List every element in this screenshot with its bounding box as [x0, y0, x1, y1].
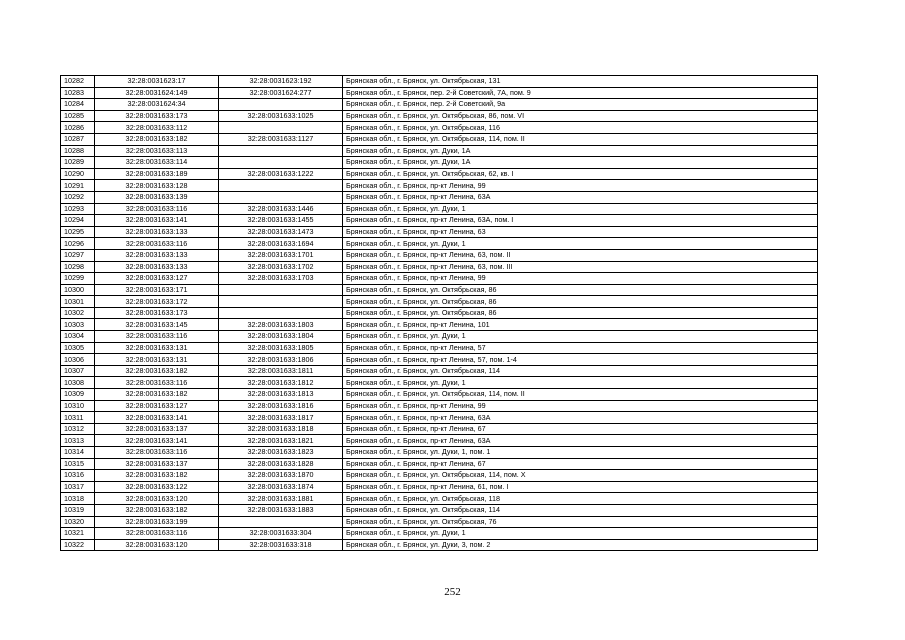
table-row [61, 284, 818, 296]
address-cell: Брянская обл., г. Брянск, пр-кт Ленина, 67 [343, 458, 818, 470]
parent-cadastral-number-cell: 32:28:0031633:145 [95, 319, 219, 331]
address-cell: Брянская обл., г. Брянск, ул. Октябрьская, 116 [343, 122, 818, 134]
object-cadastral-number-cell: 32:28:0031633:1025 [219, 110, 343, 122]
parent-cadastral-number-cell: 32:28:0031633:114 [95, 157, 219, 169]
table-row [61, 273, 818, 285]
record-number-cell: 10288 [61, 145, 95, 157]
table-row [61, 481, 818, 493]
object-cadastral-number-cell: 32:28:0031633:1883 [219, 504, 343, 516]
object-cadastral-number-cell: 32:28:0031633:1816 [219, 400, 343, 412]
table-row [61, 389, 818, 401]
page-number: 252 [444, 586, 461, 598]
parent-cadastral-number-cell: 32:28:0031633:182 [95, 365, 219, 377]
table-row [61, 180, 818, 192]
parent-cadastral-number-cell: 32:28:0031633:127 [95, 273, 219, 285]
table-row [61, 191, 818, 203]
address-cell: Брянская обл., г. Брянск, ул. Дуки, 1 [343, 528, 818, 540]
parent-cadastral-number-cell: 32:28:0031633:116 [95, 238, 219, 250]
object-cadastral-number-cell: 32:28:0031624:277 [219, 87, 343, 99]
table-row [61, 470, 818, 482]
parent-cadastral-number-cell: 32:28:0031633:173 [95, 110, 219, 122]
parent-cadastral-number-cell: 32:28:0031633:141 [95, 412, 219, 424]
address-cell: Брянская обл., г. Брянск, пр-кт Ленина, 63А [343, 412, 818, 424]
parent-cadastral-number-cell: 32:28:0031633:131 [95, 342, 219, 354]
object-cadastral-number-cell: 32:28:0031633:1818 [219, 423, 343, 435]
address-cell: Брянская обл., г. Брянск, ул. Дуки, 1 [343, 331, 818, 343]
table-row [61, 377, 818, 389]
parent-cadastral-number-cell: 32:28:0031633:182 [95, 133, 219, 145]
object-cadastral-number-cell [219, 122, 343, 134]
address-cell: Брянская обл., г. Брянск, пр-кт Ленина, 99 [343, 400, 818, 412]
object-cadastral-number-cell: 32:28:0031633:1473 [219, 226, 343, 238]
record-number-cell: 10286 [61, 122, 95, 134]
parent-cadastral-number-cell: 32:28:0031633:127 [95, 400, 219, 412]
object-cadastral-number-cell [219, 157, 343, 169]
object-cadastral-number-cell [219, 307, 343, 319]
object-cadastral-number-cell [219, 296, 343, 308]
object-cadastral-number-cell: 32:28:0031633:1694 [219, 238, 343, 250]
record-number-cell: 10306 [61, 354, 95, 366]
object-cadastral-number-cell: 32:28:0031633:1805 [219, 342, 343, 354]
record-number-cell: 10300 [61, 284, 95, 296]
object-cadastral-number-cell [219, 191, 343, 203]
object-cadastral-number-cell: 32:28:0031633:1828 [219, 458, 343, 470]
record-number-cell: 10309 [61, 389, 95, 401]
object-cadastral-number-cell: 32:28:0031633:1813 [219, 389, 343, 401]
parent-cadastral-number-cell: 32:28:0031633:173 [95, 307, 219, 319]
address-cell: Брянская обл., г. Брянск, ул. Дуки, 3, пом. 2 [343, 539, 818, 551]
table-row [61, 168, 818, 180]
record-number-cell: 10320 [61, 516, 95, 528]
table-row [61, 249, 818, 261]
object-cadastral-number-cell: 32:28:0031633:1455 [219, 215, 343, 227]
address-cell: Брянская обл., г. Брянск, ул. Октябрьская, 114 [343, 504, 818, 516]
address-cell: Брянская обл., г. Брянск, пр-кт Ленина, 63 [343, 226, 818, 238]
parent-cadastral-number-cell: 32:28:0031633:131 [95, 354, 219, 366]
record-number-cell: 10297 [61, 249, 95, 261]
parent-cadastral-number-cell: 32:28:0031633:120 [95, 493, 219, 505]
address-cell: Брянская обл., г. Брянск, ул. Дуки, 1, пом. 1 [343, 447, 818, 459]
address-cell: Брянская обл., г. Брянск, пр-кт Ленина, 57 [343, 342, 818, 354]
table-row [61, 528, 818, 540]
parent-cadastral-number-cell: 32:28:0031633:172 [95, 296, 219, 308]
table-row [61, 435, 818, 447]
parent-cadastral-number-cell: 32:28:0031633:133 [95, 249, 219, 261]
object-cadastral-number-cell [219, 145, 343, 157]
object-cadastral-number-cell: 32:28:0031633:1702 [219, 261, 343, 273]
record-number-cell: 10290 [61, 168, 95, 180]
table-row [61, 110, 818, 122]
registry-table-body [61, 76, 818, 551]
parent-cadastral-number-cell: 32:28:0031633:182 [95, 389, 219, 401]
table-row [61, 493, 818, 505]
record-number-cell: 10317 [61, 481, 95, 493]
table-row [61, 76, 818, 88]
table-row [61, 539, 818, 551]
record-number-cell: 10283 [61, 87, 95, 99]
table-row [61, 296, 818, 308]
record-number-cell: 10315 [61, 458, 95, 470]
object-cadastral-number-cell: 32:28:0031633:1817 [219, 412, 343, 424]
address-cell: Брянская обл., г. Брянск, пр-кт Ленина, 57, пом. 1-4 [343, 354, 818, 366]
record-number-cell: 10303 [61, 319, 95, 331]
record-number-cell: 10322 [61, 539, 95, 551]
address-cell: Брянская обл., г. Брянск, ул. Октябрьская, 86 [343, 296, 818, 308]
record-number-cell: 10292 [61, 191, 95, 203]
record-number-cell: 10313 [61, 435, 95, 447]
table-row [61, 238, 818, 250]
record-number-cell: 10299 [61, 273, 95, 285]
table-row [61, 516, 818, 528]
address-cell: Брянская обл., г. Брянск, ул. Октябрьская, 114, пом. Х [343, 470, 818, 482]
parent-cadastral-number-cell: 32:28:0031633:113 [95, 145, 219, 157]
table-row [61, 504, 818, 516]
address-cell: Брянская обл., г. Брянск, ул. Октябрьская, 131 [343, 76, 818, 88]
parent-cadastral-number-cell: 32:28:0031633:141 [95, 215, 219, 227]
object-cadastral-number-cell: 32:28:0031633:1127 [219, 133, 343, 145]
record-number-cell: 10302 [61, 307, 95, 319]
parent-cadastral-number-cell: 32:28:0031624:34 [95, 99, 219, 111]
address-cell: Брянская обл., г. Брянск, пр-кт Ленина, 99 [343, 180, 818, 192]
address-cell: Брянская обл., г. Брянск, ул. Октябрьская, 86 [343, 284, 818, 296]
table-row [61, 400, 818, 412]
parent-cadastral-number-cell: 32:28:0031633:116 [95, 447, 219, 459]
table-row [61, 331, 818, 343]
object-cadastral-number-cell: 32:28:0031633:1881 [219, 493, 343, 505]
table-row [61, 307, 818, 319]
object-cadastral-number-cell [219, 99, 343, 111]
parent-cadastral-number-cell: 32:28:0031633:112 [95, 122, 219, 134]
object-cadastral-number-cell: 32:28:0031633:1804 [219, 331, 343, 343]
record-number-cell: 10321 [61, 528, 95, 540]
record-number-cell: 10314 [61, 447, 95, 459]
record-number-cell: 10316 [61, 470, 95, 482]
object-cadastral-number-cell: 32:28:0031633:1823 [219, 447, 343, 459]
address-cell: Брянская обл., г. Брянск, ул. Октябрьская, 114, пом. II [343, 389, 818, 401]
table-row [61, 342, 818, 354]
object-cadastral-number-cell: 32:28:0031633:1701 [219, 249, 343, 261]
record-number-cell: 10310 [61, 400, 95, 412]
address-cell: Брянская обл., г. Брянск, пр-кт Ленина, 63, пом. II [343, 249, 818, 261]
record-number-cell: 10284 [61, 99, 95, 111]
address-cell: Брянская обл., г. Брянск, пр-кт Ленина, 67 [343, 423, 818, 435]
parent-cadastral-number-cell: 32:28:0031633:116 [95, 528, 219, 540]
address-cell: Брянская обл., г. Брянск, пр-кт Ленина, 61, пом. I [343, 481, 818, 493]
object-cadastral-number-cell [219, 516, 343, 528]
object-cadastral-number-cell: 32:28:0031633:1870 [219, 470, 343, 482]
address-cell: Брянская обл., г. Брянск, пр-кт Ленина, 63А, пом. I [343, 215, 818, 227]
address-cell: Брянская обл., г. Брянск, ул. Октябрьская, 114 [343, 365, 818, 377]
address-cell: Брянская обл., г. Брянск, ул. Октябрьская, 118 [343, 493, 818, 505]
parent-cadastral-number-cell: 32:28:0031623:17 [95, 76, 219, 88]
table-row [61, 99, 818, 111]
parent-cadastral-number-cell: 32:28:0031633:122 [95, 481, 219, 493]
table-row [61, 226, 818, 238]
address-cell: Брянская обл., г. Брянск, пр-кт Ленина, 101 [343, 319, 818, 331]
table-row [61, 122, 818, 134]
record-number-cell: 10305 [61, 342, 95, 354]
parent-cadastral-number-cell: 32:28:0031633:189 [95, 168, 219, 180]
parent-cadastral-number-cell: 32:28:0031633:171 [95, 284, 219, 296]
address-cell: Брянская обл., г. Брянск, ул. Дуки, 1 [343, 238, 818, 250]
parent-cadastral-number-cell: 32:28:0031633:116 [95, 377, 219, 389]
object-cadastral-number-cell: 32:28:0031633:318 [219, 539, 343, 551]
address-cell: Брянская обл., г. Брянск, ул. Октябрьская, 62, кв. I [343, 168, 818, 180]
table-row [61, 157, 818, 169]
object-cadastral-number-cell: 32:28:0031633:1812 [219, 377, 343, 389]
address-cell: Брянская обл., г. Брянск, пр-кт Ленина, 63А [343, 191, 818, 203]
record-number-cell: 10287 [61, 133, 95, 145]
record-number-cell: 10289 [61, 157, 95, 169]
table-row [61, 261, 818, 273]
parent-cadastral-number-cell: 32:28:0031633:120 [95, 539, 219, 551]
table-row [61, 145, 818, 157]
address-cell: Брянская обл., г. Брянск, ул. Дуки, 1 [343, 203, 818, 215]
address-cell: Брянская обл., г. Брянск, ул. Дуки, 1А [343, 145, 818, 157]
record-number-cell: 10308 [61, 377, 95, 389]
parent-cadastral-number-cell: 32:28:0031633:139 [95, 191, 219, 203]
table-row [61, 87, 818, 99]
object-cadastral-number-cell [219, 284, 343, 296]
object-cadastral-number-cell: 32:28:0031633:1446 [219, 203, 343, 215]
parent-cadastral-number-cell: 32:28:0031633:137 [95, 423, 219, 435]
address-cell: Брянская обл., г. Брянск, ул. Дуки, 1 [343, 377, 818, 389]
record-number-cell: 10291 [61, 180, 95, 192]
table-row [61, 423, 818, 435]
parent-cadastral-number-cell: 32:28:0031633:128 [95, 180, 219, 192]
record-number-cell: 10294 [61, 215, 95, 227]
record-number-cell: 10296 [61, 238, 95, 250]
parent-cadastral-number-cell: 32:28:0031633:133 [95, 261, 219, 273]
table-row [61, 203, 818, 215]
address-cell: Брянская обл., г. Брянск, пр-кт Ленина, 63, пом. III [343, 261, 818, 273]
table-row [61, 215, 818, 227]
parent-cadastral-number-cell: 32:28:0031633:116 [95, 331, 219, 343]
table-row [61, 458, 818, 470]
object-cadastral-number-cell: 32:28:0031623:192 [219, 76, 343, 88]
address-cell: Брянская обл., г. Брянск, пр-кт Ленина, 63А [343, 435, 818, 447]
address-cell: Брянская обл., г. Брянск, ул. Октябрьская, 114, пом. II [343, 133, 818, 145]
record-number-cell: 10319 [61, 504, 95, 516]
record-number-cell: 10311 [61, 412, 95, 424]
parent-cadastral-number-cell: 32:28:0031633:137 [95, 458, 219, 470]
table-row [61, 319, 818, 331]
address-cell: Брянская обл., г. Брянск, ул. Октябрьская, 86 [343, 307, 818, 319]
object-cadastral-number-cell: 32:28:0031633:304 [219, 528, 343, 540]
address-cell: Брянская обл., г. Брянск, ул. Октябрьская, 86, пом. VI [343, 110, 818, 122]
record-number-cell: 10318 [61, 493, 95, 505]
record-number-cell: 10304 [61, 331, 95, 343]
record-number-cell: 10301 [61, 296, 95, 308]
record-number-cell: 10295 [61, 226, 95, 238]
parent-cadastral-number-cell: 32:28:0031633:182 [95, 470, 219, 482]
address-cell: Брянская обл., г. Брянск, ул. Дуки, 1А [343, 157, 818, 169]
parent-cadastral-number-cell: 32:28:0031624:149 [95, 87, 219, 99]
registry-table [60, 75, 818, 551]
object-cadastral-number-cell: 32:28:0031633:1806 [219, 354, 343, 366]
parent-cadastral-number-cell: 32:28:0031633:133 [95, 226, 219, 238]
object-cadastral-number-cell: 32:28:0031633:1803 [219, 319, 343, 331]
parent-cadastral-number-cell: 32:28:0031633:182 [95, 504, 219, 516]
table-row [61, 133, 818, 145]
record-number-cell: 10312 [61, 423, 95, 435]
table-row [61, 412, 818, 424]
record-number-cell: 10293 [61, 203, 95, 215]
parent-cadastral-number-cell: 32:28:0031633:116 [95, 203, 219, 215]
record-number-cell: 10307 [61, 365, 95, 377]
address-cell: Брянская обл., г. Брянск, ул. Октябрьская, 76 [343, 516, 818, 528]
object-cadastral-number-cell: 32:28:0031633:1821 [219, 435, 343, 447]
record-number-cell: 10285 [61, 110, 95, 122]
object-cadastral-number-cell: 32:28:0031633:1874 [219, 481, 343, 493]
object-cadastral-number-cell: 32:28:0031633:1811 [219, 365, 343, 377]
table-row [61, 365, 818, 377]
table-row [61, 447, 818, 459]
record-number-cell: 10298 [61, 261, 95, 273]
record-number-cell: 10282 [61, 76, 95, 88]
address-cell: Брянская обл., г. Брянск, пр-кт Ленина, 99 [343, 273, 818, 285]
object-cadastral-number-cell: 32:28:0031633:1222 [219, 168, 343, 180]
table-row [61, 354, 818, 366]
parent-cadastral-number-cell: 32:28:0031633:141 [95, 435, 219, 447]
object-cadastral-number-cell: 32:28:0031633:1703 [219, 273, 343, 285]
address-cell: Брянская обл., г. Брянск, пер. 2-й Советский, 9а [343, 99, 818, 111]
object-cadastral-number-cell [219, 180, 343, 192]
parent-cadastral-number-cell: 32:28:0031633:199 [95, 516, 219, 528]
address-cell: Брянская обл., г. Брянск, пер. 2-й Советский, 7А, пом. 9 [343, 87, 818, 99]
